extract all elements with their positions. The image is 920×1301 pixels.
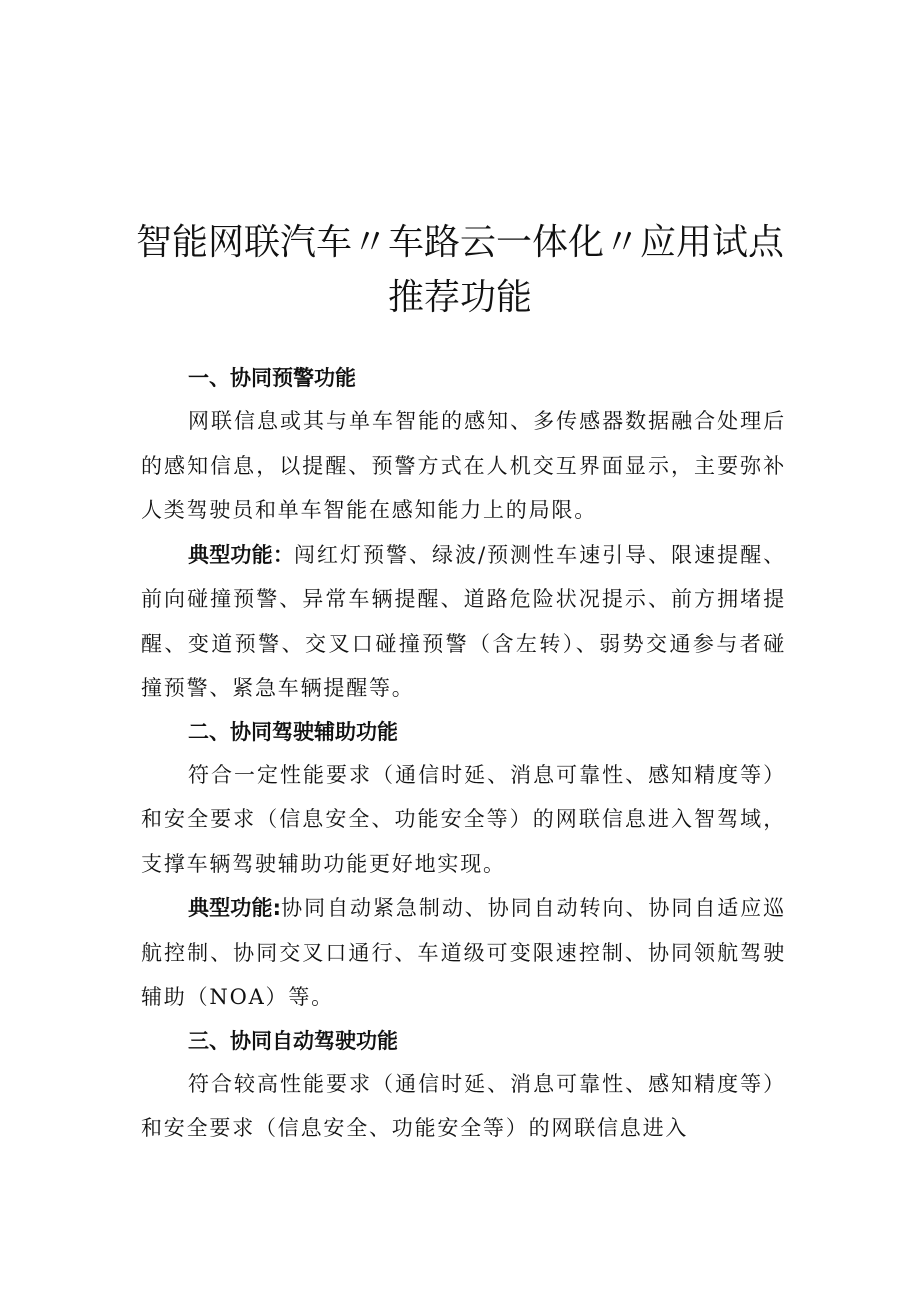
paragraph-text: 闯红灯预警、绿波/预测性车速引导、限速提醒、前向碰撞预警、异常车辆提醒、道路危险状况提示、前方拥堵提醒、变道预警、交叉口碰撞预警（含左转）、弱势交通参与者碰撞预警、紧急车辆提醒等。 — [141, 542, 786, 700]
paragraph-text: 网联信息或其与单车智能的感知、多传感器数据融合处理后的感知信息，以提醒、预警方式在人机交互界面显示，主要弥补人类驾驶员和单车智能在感知能力上的局限。 — [141, 409, 786, 522]
document-title: 智能网联汽车〃车路云一体化〃应用试点 — [135, 222, 784, 263]
section-2-paragraph-2 — [141, 886, 786, 1020]
section-heading-1: 一、协同预警功能 — [188, 366, 356, 390]
paragraph-text: 协同自动紧急制动、协同自动转向、协同自适应巡航控制、协同交叉口通行、车道级可变限速控制、协同领航驾驶辅助（NOA）等。 — [141, 896, 786, 1009]
section-2-paragraph-1 — [141, 753, 786, 887]
typical-functions-label: 典型功能： — [188, 542, 295, 567]
document-title-line2: 推荐功能 — [387, 277, 532, 318]
section-1-paragraph-2 — [141, 533, 786, 711]
section-heading-2: 二、协同驾驶辅助功能 — [188, 719, 398, 744]
section-1-paragraph-1 — [141, 399, 786, 533]
section-heading-3: 三、协同自动驾驶功能 — [188, 1028, 398, 1053]
section-3-paragraph-1 — [141, 1062, 786, 1151]
typical-functions-label: 典型功能: — [188, 896, 282, 920]
paragraph-text: 符合较高性能要求（通信时延、消息可靠性、感知精度等）和安全要求（信息安全、功能安全等）的网联信息进入 — [141, 1071, 786, 1140]
paragraph-text: 符合一定性能要求（通信时延、消息可靠性、感知精度等）和安全要求（信息安全、功能安全等）的网联信息进入智驾域，支撑车辆驾驶辅助功能更好地实现。 — [141, 762, 786, 876]
document-body — [141, 357, 786, 1151]
